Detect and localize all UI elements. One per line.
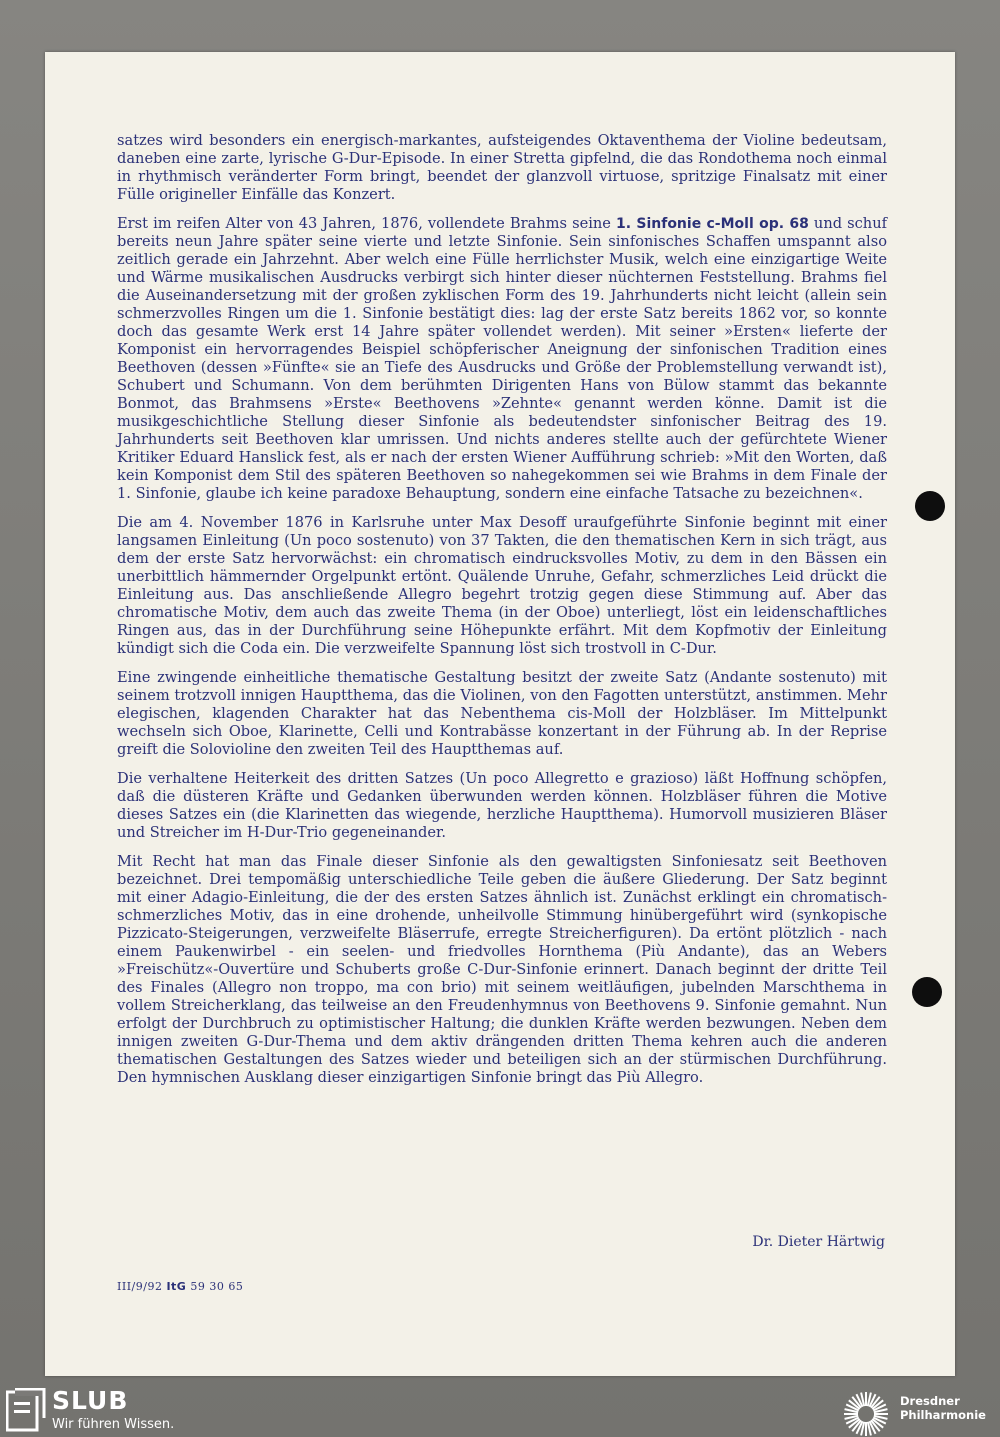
document-page <box>45 52 955 1376</box>
paragraph <box>117 669 887 759</box>
article-body <box>117 132 887 1098</box>
paragraph-text: Die verhaltene Heiterkeit des dritten Satzes (Un poco Allegretto e grazioso) läßt Hoffnung schöpfen, daß die düsteren Kräfte und Gedanken überwunden werden können. Holzbläser führen die Motive dieses Satzes ein (die Klarinetten das wiegende, herzliche Hauptthema). Humorvoll musizieren Bläser und Streicher im H-Dur-Trio gegeneinander. <box>117 770 887 841</box>
philharmonie-name[interactable] <box>900 1394 986 1422</box>
paragraph <box>117 215 887 503</box>
philharmonie-name-line2: Philharmonie <box>900 1408 986 1422</box>
philharmonie-name-line1: Dresdner <box>900 1394 960 1408</box>
paragraph <box>117 853 887 1087</box>
paragraph-text: und schuf bereits neun Jahre später seine vierte und letzte Sinfonie. Sein sinfonisches Schaffen umspannt also zeitlich gerade ein Jahrzehnt. Aber welch eine Fülle herrlichster Musik, welch eine einzigartige Weite und Wärme musikalischen Ausdrucks verbirgt sich hinter dieser nüchternen Feststellung. Brahms fiel die Auseinandersetzung mit der großen zyklischen Form des 19. Jahrhunderts nicht leicht (allein sein schmerzvolles Ringen um die 1. Sinfonie bestätigt dies: lag der erste Satz bereits 1862 vor, so konnte doch das gesamte Werk erst 14 Jahre später vollendet werden). Mit seiner »Ersten« lieferte der Komponist ein hervorragendes Beispiel schöpferischer Aneignung der sinfonischen Tradition eines Beethoven (dessen »Fünfte« sie an Tiefe des Ausdrucks und Größe der Problemstellung verwandt ist), Schubert und Schumann. Von dem berühmten Dirigenten Hans von Bülow stammt das bekannte Bonmot, das Brahmsens »Erste« Beethovens »Zehnte« genannt werden könne. Damit ist die musikgeschichtliche Stellung dieser Sinfonie als bedeutendster sinfonischer Beitrag des 19. Jahrhunderts seit Beethoven klar umrissen. Und nichts anderes stellte auch der gefürchtete Wiener Kritiker Eduard Hanslick fest, als er nach der ersten Wiener Aufführung schrieb: »Mit den Worten, daß kein Komponist dem Stil des späteren Beethoven so nahegekommen sei wie Brahms in dem Finale der 1. Sinfonie, glaube ich keine paradoxe Behauptung, sondern eine einfache Tatsache zu bezeichnen«. <box>117 215 888 502</box>
slub-tagline: Wir führen Wissen. <box>52 1417 175 1432</box>
paragraph <box>117 770 887 842</box>
viewer-footer <box>0 1386 1000 1437</box>
imprint-prefix: III/9/92 <box>117 1280 163 1293</box>
paragraph-text: Erst im reifen Alter von 43 Jahren, 1876, vollendete Brahms seine <box>117 215 616 232</box>
punch-hole <box>915 491 945 521</box>
slub-logo-icon[interactable] <box>6 1388 46 1432</box>
paragraph <box>117 132 887 204</box>
paragraph <box>117 514 887 658</box>
imprint-numbers: 59 30 65 <box>190 1280 244 1293</box>
printing-imprint <box>117 1280 243 1293</box>
philharmonie-sunburst-icon[interactable] <box>840 1388 892 1436</box>
slub-wordmark[interactable]: SLUB <box>52 1386 129 1415</box>
punch-hole <box>912 977 942 1007</box>
paragraph-text: Mit Recht hat man das Finale dieser Sinfonie als den gewaltigsten Sinfoniesatz seit Beethoven bezeichnet. Drei tempomäßig unterschiedliche Teile geben die äußere Gliederung. Der Satz beginnt mit einer Adagio-Einleitung, die der des ersten Satzes ähnlich ist. Zunächst erklingt ein chromatisch-schmerzliches Motiv, das in eine drohende, unheilvolle Stimmung hinübergeführt wird (synkopische Pizzicato-Steigerungen, verzweifelte Bläserrufe, erregte Streicherfiguren). Da ertönt plötzlich - nach einem Paukenwirbel - ein seelen- und friedvolles Hornthema (Più Andante), das an Webers »Freischütz«-Ouvertüre und Schuberts große C-Dur-Sinfonie erinnert. Danach beginnt der dritte Teil des Finales (Allegro non troppo, ma con brio) mit seinem weitläufigen, jubelnden Marschthema in vollem Streicherklang, das teilweise an den Freudenhymnus von Beethovens 9. Sinfonie gemahnt. Nun erfolgt der Durchbruch zu optimistischer Haltung; die dunklen Kräfte werden bezwungen. Neben dem innigen zweiten G-Dur-Thema und dem aktiv drängenden dritten Thema kehren auch die anderen thematischen Gestaltungen des Satzes wieder und beteiligen sich an der stürmischen Durchführung. Den hymnischen Ausklang dieser einzigartigen Sinfonie bringt das Più Allegro. <box>117 853 887 1086</box>
work-title: 1. Sinfonie c-Moll op. 68 <box>616 216 809 232</box>
imprint-mark: ItG <box>166 1280 187 1293</box>
author-signature: Dr. Dieter Härtwig <box>752 1234 885 1250</box>
paragraph-text: Die am 4. November 1876 in Karlsruhe unter Max Desoff uraufgeführte Sinfonie beginnt mit einer langsamen Einleitung (Un poco sostenuto) von 37 Takten, die den thematischen Kern in sich trägt, aus dem der erste Satz hervorwächst: ein chromatisch eindrucksvolles Motiv, zu dem in den Bässen ein unerbittlich hämmernder Orgelpunkt ertönt. Quälende Unruhe, Gefahr, schmerzliches Leid drückt die Einleitung aus. Das anschließende Allegro begehrt trotzig gegen diese Stimmung auf. Aber das chromatische Motiv, dem auch das zweite Thema (in der Oboe) unterliegt, löst ein leidenschaftliches Ringen aus, das in der Durchführung seine Höhepunkte erfährt. Mit dem Kopfmotiv der Einleitung kündigt sich die Coda ein. Die verzweifelte Spannung löst sich trostvoll in C-Dur. <box>117 514 887 657</box>
paragraph-text: Eine zwingende einheitliche thematische Gestaltung besitzt der zweite Satz (Andante sostenuto) mit seinem trotzvoll innigen Hauptthema, das die Violinen, von den Fagotten unterstützt, anstimmen. Mehr elegischen, klagenden Charakter hat das Nebenthema cis-Moll der Holzbläser. Im Mittelpunkt wechseln sich Oboe, Klarinette, Celli und Kontrabässe konzertant in der Führung ab. In der Reprise greift die Solovioline den zweiten Teil des Hauptthemas auf. <box>117 669 887 758</box>
paragraph-text: satzes wird besonders ein energisch-markantes, aufsteigendes Oktaventhema der Violine bedeutsam, daneben eine zarte, lyrische G-Dur-Episode. In einer Stretta gipfelnd, die das Rondothema noch einmal in rhythmisch veränderter Form bringt, beendet der glanzvoll virtuose, spritzige Finalsatz mit einer Fülle origineller Einfälle das Konzert. <box>117 132 887 203</box>
